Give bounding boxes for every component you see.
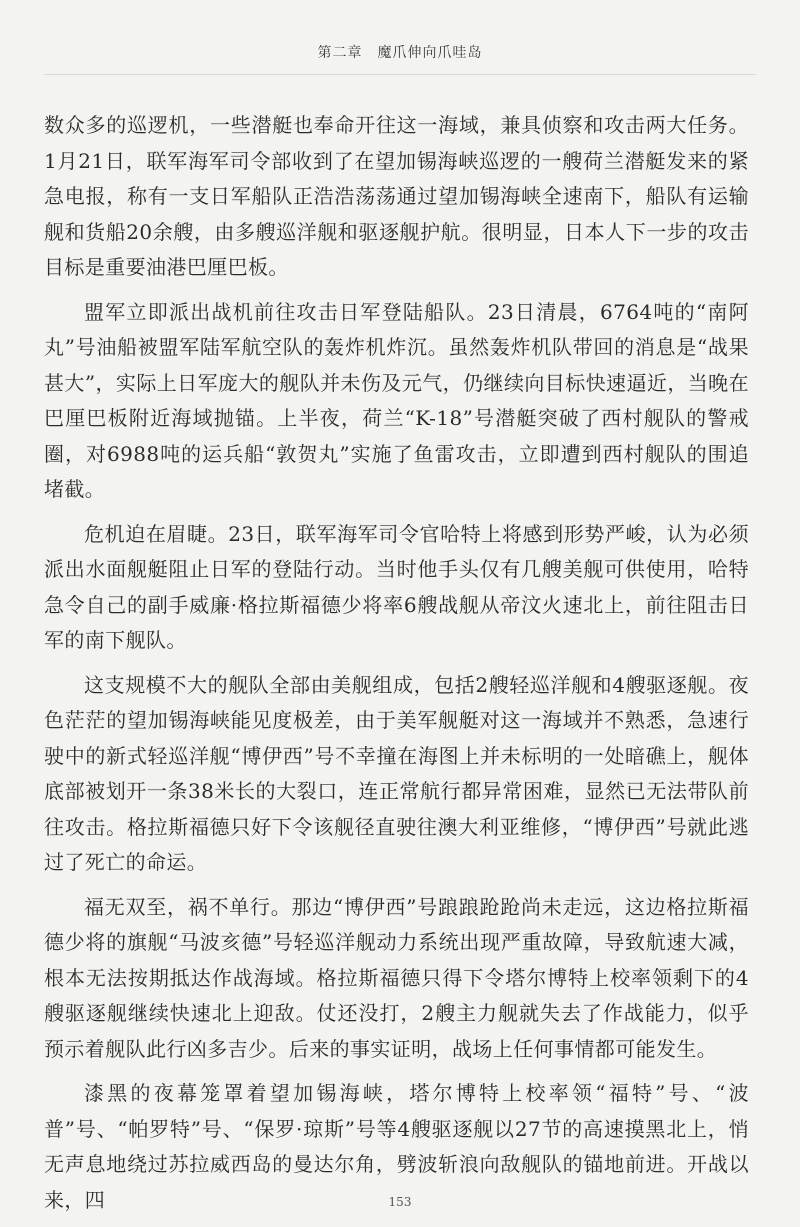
paragraph-continued: 数众多的巡逻机，一些潜艇也奉命开往这一海域，兼具侦察和攻击两大任务。1月21日，联军海军司令部收到了在望加锡海峡巡逻的一艘荷兰潜艇发来的紧急电报，称有一支日军船队正浩浩荡荡通过望加锡海峡全速南下，船队有运输舰和货船20余艘，由多艘巡洋舰和驱逐舰护航。很明显，日本人下一步的攻击目标是重要油港巴厘巴板。 <box>44 113 749 279</box>
paragraph: 福无双至，祸不单行。那边“博伊西”号踉踉跄跄尚未走远，这边格拉斯福德少将的旗舰“马波亥德”号轻巡洋舰动力系统出现严重故障，导致航速大减，根本无法按期抵达作战海域。格拉斯福德只得下令塔尔博特上校率领剩下的4艘驱逐舰继续快速北上迎敌。仗还没打，2艘主力舰就失去了作战能力，似乎预示着舰队此行凶多吉少。后来的事实证明，战场上任何事情都可能发生。 <box>44 894 749 1061</box>
paragraph: 盟军立即派出战机前往攻击日军登陆船队。23日清晨，6764吨的“南阿丸”号油船被盟军陆军航空队的轰炸机炸沉。虽然轰炸机队带回的消息是“战果甚大”，实际上日军庞大的舰队并未伤及元气，仍继续向目标快速逼近，当晚在巴厘巴板附近海域抛锚。上半夜，荷兰“K-18”号潜艇突破了西村舰队的警戒圈，对6988吨的运兵船“敦贺丸”实施了鱼雷攻击，立即遭到西村舰队的围追堵截。 <box>44 299 749 501</box>
paragraph: 危机迫在眉睫。23日，联军海军司令官哈特上将感到形势严峻，认为必须派出水面舰艇阻止日军的登陆行动。当时他手头仅有几艘美舰可供使用，哈特急令自己的副手威廉·格拉斯福德少将率6艘战舰从帝汶火速北上，前往阻击日军的南下舰队。 <box>44 521 749 652</box>
paragraph: 这支规模不大的舰队全部由美舰组成，包括2艘轻巡洋舰和4艘驱逐舰。夜色茫茫的望加锡海峡能见度极差，由于美军舰艇对这一海域并不熟悉，急速行驶中的新式轻巡洋舰“博伊西”号不幸撞在海图上并未标明的一处暗礁上，舰体底部被划开一条38米长的大裂口，连正常航行都异常困难，显然已无法带队前往攻击。格拉斯福德只好下令该舰径直驶往澳大利亚维修，“博伊西”号就此逃过了死亡的命运。 <box>44 672 749 874</box>
body-text <box>44 108 749 1227</box>
page-number: 153 <box>388 1195 412 1209</box>
running-head: 第二章 魔爪伸向爪哇岛 <box>317 45 483 61</box>
header-divider <box>44 74 756 75</box>
paragraph: 漆黑的夜幕笼罩着望加锡海峡，塔尔博特上校率领“福特”号、“波普”号、“帕罗特”号、“保罗·琼斯”号等4艘驱逐舰以27节的高速摸黑北上，悄无声息地绕过苏拉威西岛的曼达尔角，劈波斩浪向敌舰队的锚地前进。开战以来，四 <box>44 1081 749 1212</box>
